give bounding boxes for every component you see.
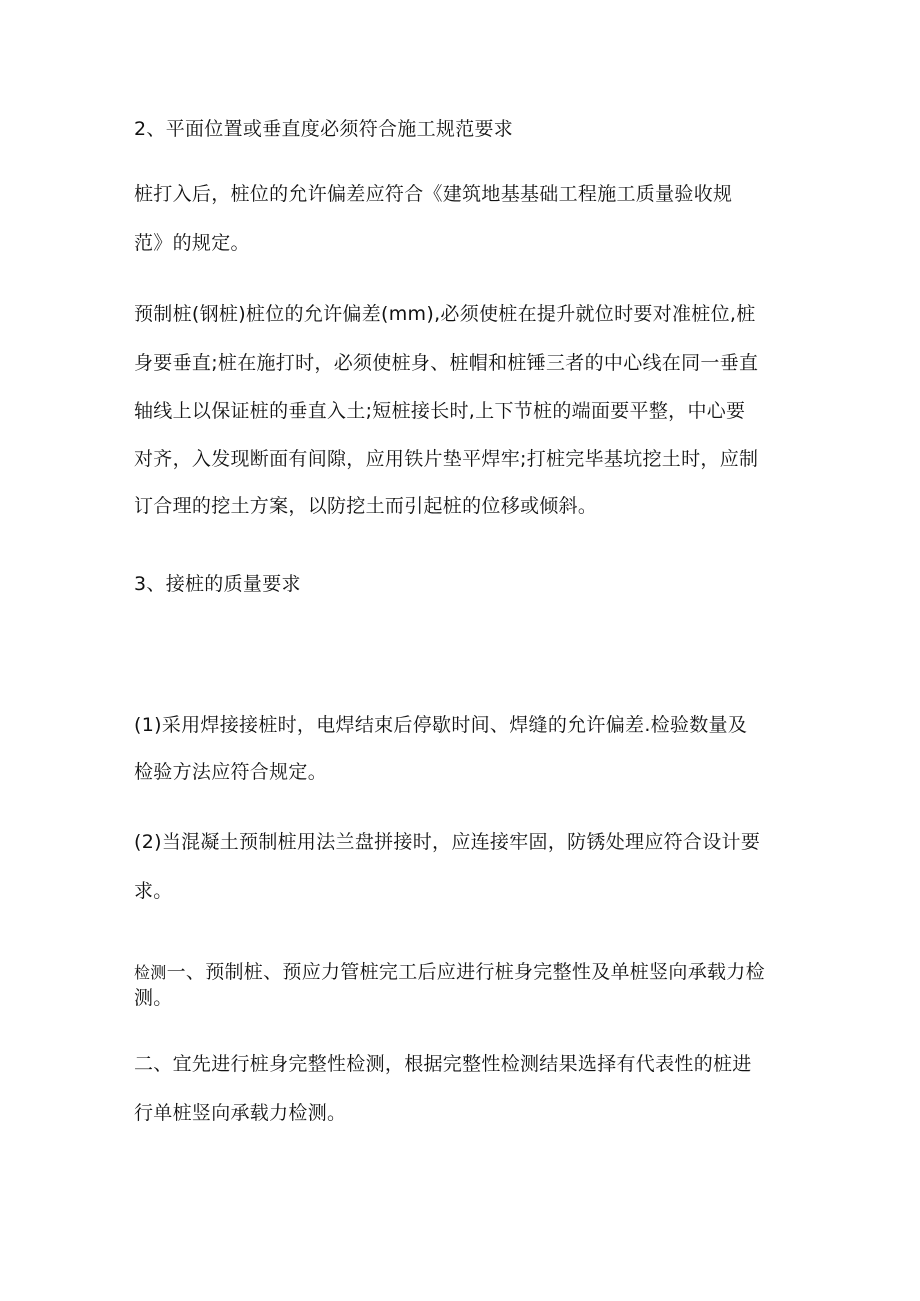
item-1-line-2: 检验方法应符合规定。 (134, 761, 328, 783)
section-3-heading: 3、接桩的质量要求 (134, 573, 301, 595)
item-2-line-1: (2)当混凝土预制桩用法兰盘拼接时，应连接牢固，防锈处理应符合设计要 (134, 831, 761, 853)
item-2-line-2: 求。 (134, 880, 173, 902)
inspection-line-2: 测。 (134, 987, 173, 1009)
paragraph-2-line-2: 身要垂直;桩在施打时，必须使桩身、桩帽和桩锤三者的中心线在同一垂直 (134, 352, 759, 374)
inspection-lead: 检测 (134, 963, 167, 982)
inspection-line-1 (134, 960, 765, 985)
item-two-line-2: 行单桩竖向承载力检测。 (134, 1102, 347, 1124)
section-2-heading: 2、平面位置或垂直度必须符合施工规范要求 (134, 118, 514, 140)
item-two-line-1: 二、宜先进行桩身完整性检测，根据完整性检测结果选择有代表性的桩进 (134, 1053, 752, 1075)
inspection-text: 一、预制桩、预应力管桩完工后应进行桩身完整性及单桩竖向承载力检 (166, 961, 765, 983)
paragraph-2-line-4: 对齐，入发现断面有间隙，应用铁片垫平焊牢;打桩完毕基坑挖土时，应制 (134, 448, 759, 470)
paragraph-1-line-2: 范》的规定。 (134, 232, 250, 254)
item-1-line-1: (1)采用焊接接桩时，电焊结束后停歇时间、焊缝的允许偏差.检验数量及 (134, 714, 748, 736)
paragraph-2-line-3: 轴线上以保证桩的垂直入土;短桩接长时,上下节桩的端面要平整，中心要 (134, 400, 746, 422)
paragraph-2-line-5: 订合理的挖土方案，以防挖土而引起桩的位移或倾斜。 (134, 495, 598, 517)
paragraph-2-line-1: 预制桩(钢桩)桩位的允许偏差(mm),必须使桩在提升就位时要对准桩位,桩 (134, 303, 756, 325)
paragraph-1-line-1: 桩打入后，桩位的允许偏差应符合《建筑地基基础工程施工质量验收规 (134, 183, 733, 205)
